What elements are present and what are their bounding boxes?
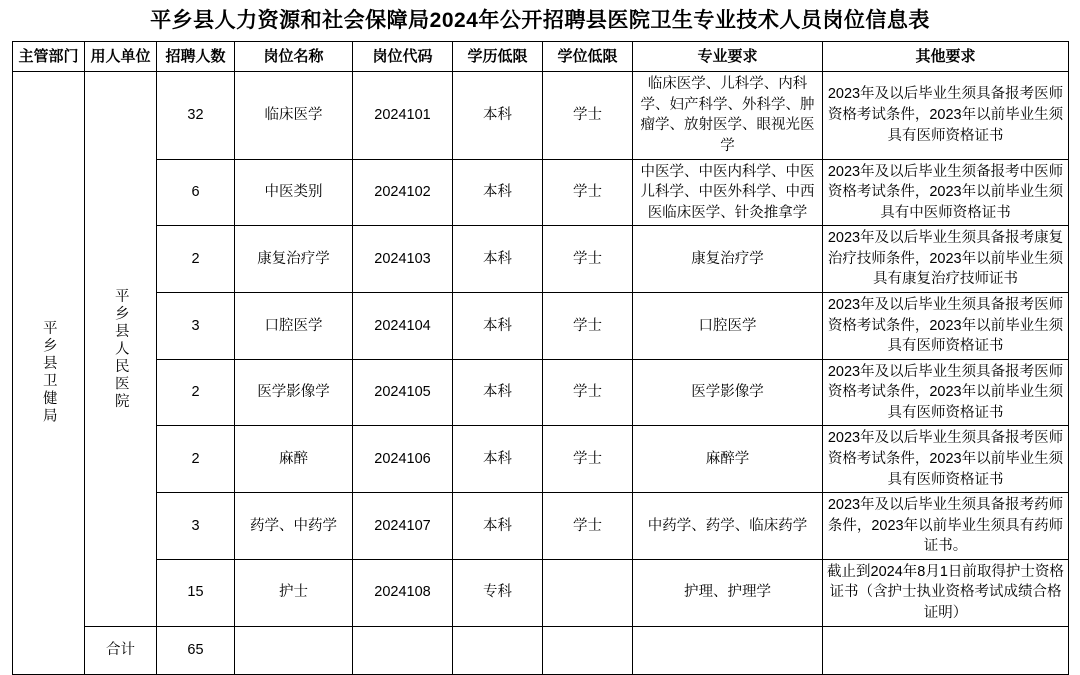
table-row	[13, 559, 1069, 626]
cell-other: 2023年及以后毕业生须具备报考药师条件，2023年以前毕业生须具有药师证书。	[823, 493, 1069, 560]
cell-unit: 平乡县人民医院	[85, 72, 157, 626]
cell-major: 口腔医学	[633, 292, 823, 359]
cell-count: 15	[157, 559, 235, 626]
cell-degree: 学士	[543, 493, 633, 560]
table-row	[13, 159, 1069, 226]
cell-count: 2	[157, 359, 235, 426]
cell-count: 3	[157, 292, 235, 359]
summary-blank-major	[633, 626, 823, 674]
cell-education: 本科	[453, 426, 543, 493]
table-row	[13, 426, 1069, 493]
cell-count: 2	[157, 226, 235, 293]
cell-code: 2024104	[353, 292, 453, 359]
table-row	[13, 226, 1069, 293]
summary-label: 合计	[85, 626, 157, 674]
summary-count: 65	[157, 626, 235, 674]
header-post: 岗位名称	[235, 42, 353, 72]
cell-other: 2023年及以后毕业生须具备报考康复治疗技师条件，2023年以前毕业生须具有康复治疗技师证书	[823, 226, 1069, 293]
cell-code: 2024108	[353, 559, 453, 626]
cell-other: 2023年及以后毕业生须备报考中医师资格考试条件，2023年以前毕业生须具有中医师资格证书	[823, 159, 1069, 226]
cell-other: 2023年及以后毕业生须具备报考医师资格考试条件，2023年以前毕业生须具有医师资格证书	[823, 292, 1069, 359]
header-unit: 用人单位	[85, 42, 157, 72]
cell-education: 本科	[453, 226, 543, 293]
cell-post: 口腔医学	[235, 292, 353, 359]
summary-blank-edu	[453, 626, 543, 674]
cell-education: 本科	[453, 72, 543, 159]
cell-major: 中药学、药学、临床药学	[633, 493, 823, 560]
cell-count: 2	[157, 426, 235, 493]
cell-education: 本科	[453, 159, 543, 226]
cell-count: 6	[157, 159, 235, 226]
cell-degree	[543, 559, 633, 626]
cell-major: 护理、护理学	[633, 559, 823, 626]
page-title: 平乡县人力资源和社会保障局2024年公开招聘县医院卫生专业技术人员岗位信息表	[150, 9, 930, 32]
cell-other: 2023年及以后毕业生须具备报考医师资格考试条件，2023年以前毕业生须具有医师资格证书	[823, 72, 1069, 159]
cell-major: 中医学、中医内科学、中医儿科学、中医外科学、中西医临床医学、针灸推拿学	[633, 159, 823, 226]
cell-degree: 学士	[543, 159, 633, 226]
cell-post: 中医类别	[235, 159, 353, 226]
cell-post: 药学、中药学	[235, 493, 353, 560]
table-row	[13, 359, 1069, 426]
header-education: 学历低限	[453, 42, 543, 72]
summary-blank-other	[823, 626, 1069, 674]
cell-other: 截止到2024年8月1日前取得护士资格证书（含护士执业资格考试成绩合格证明）	[823, 559, 1069, 626]
cell-code: 2024106	[353, 426, 453, 493]
cell-education: 专科	[453, 559, 543, 626]
summary-blank-code	[353, 626, 453, 674]
header-code: 岗位代码	[353, 42, 453, 72]
header-other: 其他要求	[823, 42, 1069, 72]
cell-degree: 学士	[543, 72, 633, 159]
cell-other: 2023年及以后毕业生须具备报考医师资格考试条件，2023年以前毕业生须具有医师资格证书	[823, 426, 1069, 493]
cell-code: 2024105	[353, 359, 453, 426]
cell-code: 2024101	[353, 72, 453, 159]
cell-code: 2024107	[353, 493, 453, 560]
cell-degree: 学士	[543, 226, 633, 293]
cell-code: 2024102	[353, 159, 453, 226]
header-major: 专业要求	[633, 42, 823, 72]
cell-education: 本科	[453, 359, 543, 426]
header-count: 招聘人数	[157, 42, 235, 72]
summary-blank-post	[235, 626, 353, 674]
table-header-row	[13, 42, 1069, 72]
cell-post: 医学影像学	[235, 359, 353, 426]
cell-major: 康复治疗学	[633, 226, 823, 293]
table-row	[13, 72, 1069, 159]
cell-post: 护士	[235, 559, 353, 626]
cell-major: 临床医学、儿科学、内科学、妇产科学、外科学、肿瘤学、放射医学、眼视光医学	[633, 72, 823, 159]
summary-blank-degree	[543, 626, 633, 674]
cell-post: 康复治疗学	[235, 226, 353, 293]
cell-code: 2024103	[353, 226, 453, 293]
header-dept: 主管部门	[13, 42, 85, 72]
header-degree: 学位低限	[543, 42, 633, 72]
table-row	[13, 493, 1069, 560]
cell-degree: 学士	[543, 426, 633, 493]
cell-count: 3	[157, 493, 235, 560]
cell-dept: 平乡县卫健局	[13, 72, 85, 674]
cell-degree: 学士	[543, 292, 633, 359]
cell-other: 2023年及以后毕业生须具备报考医师资格考试条件，2023年以前毕业生须具有医师资格证书	[823, 359, 1069, 426]
cell-major: 医学影像学	[633, 359, 823, 426]
recruitment-table	[12, 41, 1069, 674]
cell-education: 本科	[453, 292, 543, 359]
cell-degree: 学士	[543, 359, 633, 426]
cell-major: 麻醉学	[633, 426, 823, 493]
table-row	[13, 292, 1069, 359]
cell-education: 本科	[453, 493, 543, 560]
cell-post: 麻醉	[235, 426, 353, 493]
cell-post: 临床医学	[235, 72, 353, 159]
table-summary-row	[13, 626, 1069, 674]
cell-count: 32	[157, 72, 235, 159]
